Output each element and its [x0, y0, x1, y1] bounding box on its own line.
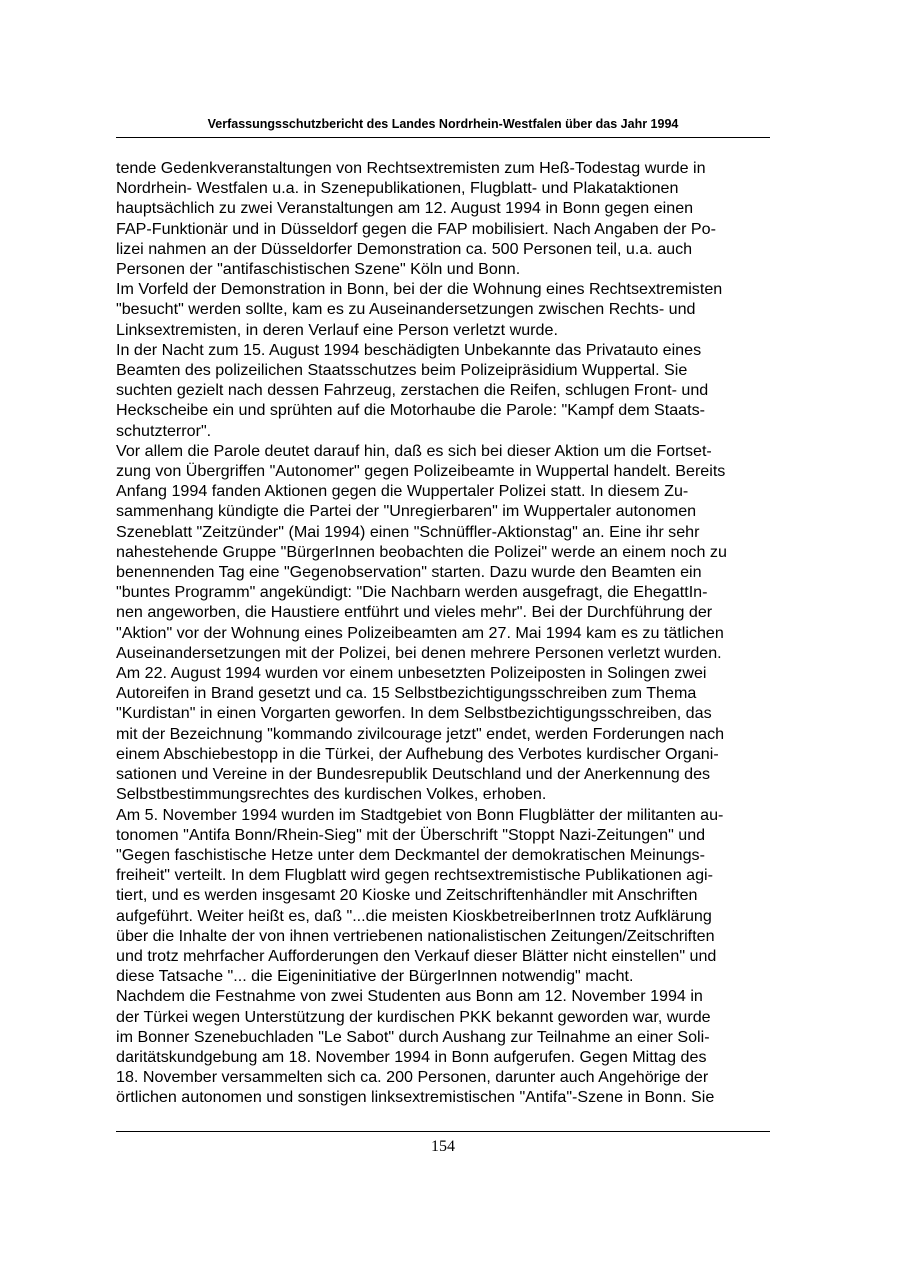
text-line: Am 5. November 1994 wurden im Stadtgebiet von Bonn Flugblätter der militanten au-	[116, 805, 724, 824]
text-line: nen angeworben, die Haustiere entführt und vieles mehr". Bei der Durchführung der	[116, 603, 713, 622]
text-line: tiert, und es werden insgesamt 20 Kioske und Zeitschriftenhändler mit Anschriften	[116, 886, 698, 905]
text-line: schutzterror".	[116, 421, 212, 440]
text-line: Anfang 1994 fanden Aktionen gegen die Wuppertaler Polizei statt. In diesem Zu-	[116, 482, 689, 501]
text-line: suchten gezielt nach dessen Fahrzeug, zerstachen die Reifen, schlugen Front- und	[116, 381, 709, 400]
text-line: sationen und Vereine in der Bundesrepublik Deutschland und der Anerkennung des	[116, 765, 711, 784]
text-line: "buntes Programm" angekündigt: "Die Nachbarn werden ausgefragt, die EhegattIn-	[116, 583, 708, 602]
header-rule	[116, 137, 770, 138]
text-line: über die Inhalte der von ihnen vertriebenen nationalistischen Zeitungen/Zeitschriften	[116, 926, 715, 945]
text-line: tende Gedenkveranstaltungen von Rechtsextremisten zum Heß-Todestag wurde in	[116, 159, 706, 177]
text-line: Heckscheibe ein und sprühten auf die Motorhaube die Parole: "Kampf dem Staats-	[116, 401, 706, 420]
body-text	[116, 158, 776, 1108]
text-line: sammenhang kündigte die Partei der "Unregierbaren" im Wuppertaler autonomen	[116, 502, 697, 521]
text-line: "besucht" werden sollte, kam es zu Auseinandersetzungen zwischen Rechts- und	[116, 300, 696, 319]
text-line: 18. November versammelten sich ca. 200 Personen, darunter auch Angehörige der	[116, 1068, 709, 1087]
text-line: "Aktion" vor der Wohnung eines Polizeibeamten am 27. Mai 1994 kam es zu tätlichen	[116, 623, 724, 642]
text-line: nahestehende Gruppe "BürgerInnen beobachten die Polizei" werde an einem noch zu	[116, 542, 727, 561]
text-line: Nachdem die Festnahme von zwei Studenten aus Bonn am 12. November 1994 in	[116, 987, 703, 1006]
text-line: tonomen "Antifa Bonn/Rhein-Sieg" mit der Überschrift "Stoppt Nazi-Zeitungen" und	[116, 825, 706, 844]
text-line: Selbstbestimmungsrechtes des kurdischen Volkes, erhoben.	[116, 785, 547, 804]
text-line: "Kurdistan" in einen Vorgarten geworfen. In dem Selbstbezichtigungsschreiben, das	[116, 704, 712, 723]
text-line: Autoreifen in Brand gesetzt und ca. 15 Selbstbezichtigungsschreiben zum Thema	[116, 684, 697, 703]
text-line: Nordrhein- Westfalen u.a. in Szenepublikationen, Flugblatt- und Plakataktionen	[116, 179, 679, 198]
page-header: Verfassungsschutzbericht des Landes Nordrhein-Westfalen über das Jahr 1994	[207, 117, 679, 131]
text-line: Personen der "antifaschistischen Szene" Köln und Bonn.	[116, 260, 521, 279]
text-line: Beamten des polizeilichen Staatsschutzes beim Polizeipräsidium Wuppertal. Sie	[116, 361, 688, 380]
text-line: Am 22. August 1994 wurden vor einem unbesetzten Polizeiposten in Solingen zwei	[116, 664, 707, 683]
text-line: örtlichen autonomen und sonstigen linksextremistischen "Antifa"-Szene in Bonn. Sie	[116, 1088, 715, 1107]
text-line: freiheit" verteilt. In dem Flugblatt wird gegen rechtsextremistische Publikationen agi-	[116, 866, 713, 885]
text-line: lizei nahmen an der Düsseldorfer Demonstration ca. 500 Personen teil, u.a. auch	[116, 239, 693, 258]
page-number: 154	[431, 1138, 455, 1155]
text-line: zung von Übergriffen "Autonomer" gegen Polizeibeamte in Wuppertal handelt. Bereits	[116, 462, 726, 481]
text-line: benennenden Tag eine "Gegenobservation" starten. Dazu wurde den Beamten ein	[116, 563, 702, 582]
text-line: hauptsächlich zu zwei Veranstaltungen am 12. August 1994 in Bonn gegen einen	[116, 199, 694, 218]
text-line: Szeneblatt "Zeitzünder" (Mai 1994) einen "Schnüffler-Aktionstag" an. Eine ihr sehr	[116, 522, 700, 541]
text-line: mit der Bezeichnung "kommando zivilcourage jetzt" endet, werden Forderungen nach	[116, 724, 725, 743]
text-line: im Bonner Szenebuchladen "Le Sabot" durch Aushang zur Teilnahme an einer Soli-	[116, 1027, 710, 1046]
text-line: aufgeführt. Weiter heißt es, daß "...die meisten KioskbetreiberInnen trotz Aufklärung	[116, 906, 712, 925]
text-line: einem Abschiebestopp in die Türkei, der Aufhebung des Verbotes kurdischer Organi-	[116, 744, 719, 763]
text-line: Auseinandersetzungen mit der Polizei, bei denen mehrere Personen verletzt wurden.	[116, 643, 722, 662]
text-line: der Türkei wegen Unterstützung der kurdischen PKK bekannt geworden war, wurde	[116, 1007, 711, 1026]
footer-rule	[116, 1131, 770, 1132]
text-line: In der Nacht zum 15. August 1994 beschädigten Unbekannte das Privatauto eines	[116, 340, 702, 359]
text-line: daritätskundgebung am 18. November 1994 in Bonn aufgerufen. Gegen Mittag des	[116, 1047, 707, 1066]
text-line: FAP-Funktionär und in Düsseldorf gegen die FAP mobilisiert. Nach Angaben der Po-	[116, 219, 716, 238]
text-line: "Gegen faschistische Hetze unter dem Deckmantel der demokratischen Meinungs-	[116, 845, 705, 864]
text-line: diese Tatsache "... die Eigeninitiative der BürgerInnen notwendig" macht.	[116, 967, 634, 986]
text-line: Vor allem die Parole deutet darauf hin, daß es sich bei dieser Aktion um die Fortset-	[116, 441, 712, 460]
text-line: und trotz mehrfacher Aufforderungen den Verkauf dieser Blätter nicht einstellen" und	[116, 946, 717, 965]
text-line: Linksextremisten, in deren Verlauf eine Person verletzt wurde.	[116, 320, 558, 339]
text-line: Im Vorfeld der Demonstration in Bonn, bei der die Wohnung eines Rechtsextremisten	[116, 280, 723, 299]
